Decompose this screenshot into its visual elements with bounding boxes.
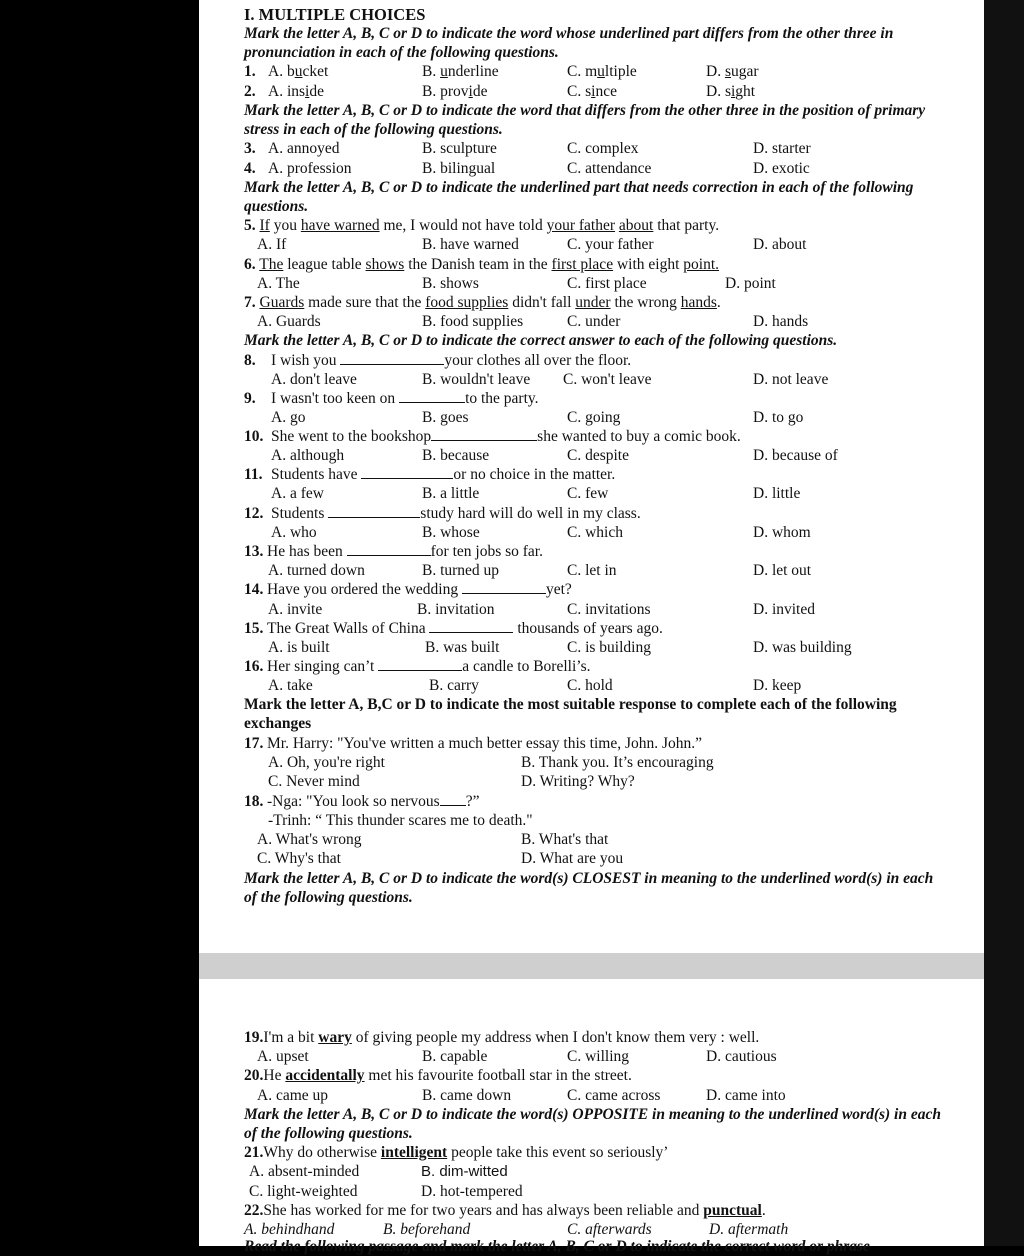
option-b[interactable]: B. What's that	[521, 831, 609, 848]
question-stem-reply: -Trinh: “ This thunder scares me to death."	[268, 812, 533, 829]
option-a[interactable]: A. take	[268, 677, 313, 694]
question-number: 9.	[244, 390, 256, 407]
option-a[interactable]: A. although	[271, 447, 345, 464]
question-number: 3.	[244, 140, 256, 157]
option-d[interactable]: D. let out	[753, 562, 812, 579]
option-b[interactable]: B. whose	[422, 524, 480, 541]
option-d[interactable]: D. about	[753, 236, 807, 253]
question-stem: 21.Why do otherwise intelligent people take this event so seriously’	[244, 1144, 669, 1161]
option-d[interactable]: D. came into	[706, 1087, 786, 1104]
option-a[interactable]: A. What's wrong	[257, 831, 362, 848]
page-gap	[199, 953, 984, 979]
question-stem: 22.She has worked for me for two years and has always been reliable and punctual.	[244, 1202, 766, 1219]
option-b[interactable]: B. food supplies	[422, 313, 524, 330]
question-stem: Students have or no choice in the matter.	[271, 466, 616, 483]
option-c[interactable]: C. Why's that	[257, 850, 341, 867]
option-a[interactable]: A. upset	[257, 1048, 309, 1065]
section-title: I. MULTIPLE CHOICES	[244, 5, 426, 24]
question-number: 11.	[244, 466, 263, 483]
question-stem: She went to the bookshop she wanted to buy a comic book.	[271, 428, 741, 445]
option-d[interactable]: D. was building	[753, 639, 852, 656]
option-d[interactable]: D. not leave	[753, 371, 829, 388]
option-c[interactable]: C. won't leave	[563, 371, 652, 388]
option-c[interactable]: C. light-weighted	[249, 1183, 358, 1200]
option-b[interactable]: B. was built	[425, 639, 500, 656]
instruction-closest: Mark the letter A, B, C or D to indicate the word(s) CLOSEST in meaning to the underlined word(s) in each of the following questions.	[244, 870, 934, 906]
option-b[interactable]: B. dim-witted	[421, 1163, 508, 1180]
option-a[interactable]: A. don't leave	[271, 371, 357, 388]
instruction-stress: Mark the letter A, B, C or D to indicate the word that differs from the other three in the position of primary stress in each of the following questions.	[244, 102, 926, 138]
question-number: 14.	[244, 581, 264, 598]
question-number: 17.	[244, 735, 264, 752]
option-c[interactable]: C. attendance	[567, 160, 652, 177]
question-stem: 20.He accidentally met his favourite football star in the street.	[244, 1067, 632, 1084]
option-d[interactable]: D. sugar	[706, 63, 759, 80]
question-number: 18.	[244, 793, 264, 810]
option-c[interactable]: C. your father	[567, 236, 654, 253]
question-number: 8.	[244, 352, 256, 369]
option-c[interactable]: C. hold	[567, 677, 613, 694]
option-a[interactable]: A. go	[271, 409, 306, 426]
option-b[interactable]: B. carry	[429, 677, 479, 694]
instruction-response: Mark the letter A, B,C or D to indicate the most suitable response to complete each of the following exchanges	[244, 696, 897, 732]
option-c[interactable]: C. since	[567, 83, 617, 100]
option-b[interactable]: B. Thank you. It’s encouraging	[521, 754, 714, 771]
option-d[interactable]: D. sight	[706, 83, 756, 100]
option-b[interactable]: B. wouldn't leave	[422, 371, 531, 388]
question-stem: 19.I'm a bit wary of giving people my address when I don't know them very : well.	[244, 1029, 760, 1046]
option-b[interactable]: B. bilingual	[422, 160, 496, 177]
option-d[interactable]: D. What are you	[521, 850, 624, 867]
option-a[interactable]: A. annoyed	[268, 140, 340, 157]
viewer-edge	[984, 0, 1024, 1246]
option-c[interactable]: C. invitations	[567, 601, 651, 618]
question-number: 1.	[244, 63, 256, 80]
option-c[interactable]: C. came across	[567, 1087, 661, 1104]
option-c[interactable]: C. few	[567, 485, 609, 502]
option-d[interactable]: D. exotic	[753, 160, 810, 177]
question-number: 12.	[244, 505, 264, 522]
option-d[interactable]: D. to go	[753, 409, 804, 426]
option-c[interactable]: C. willing	[567, 1048, 630, 1065]
option-c[interactable]: C. which	[567, 524, 623, 541]
question-stem: I wish you your clothes all over the floor.	[271, 352, 632, 369]
question-number: 13.	[244, 543, 264, 560]
option-b[interactable]: B. shows	[422, 275, 479, 292]
option-a[interactable]: A. absent-minded	[249, 1163, 360, 1180]
question-number: 4.	[244, 160, 256, 177]
option-d[interactable]: D. little	[753, 485, 801, 502]
option-b[interactable]: B. because	[422, 447, 490, 464]
option-c[interactable]: C. multiple	[567, 63, 637, 80]
option-a[interactable]: A. Guards	[257, 313, 321, 330]
option-d[interactable]: D. hands	[753, 313, 809, 330]
question-stem: I wasn't too keen on to the party.	[271, 390, 539, 407]
option-d[interactable]: D. hot-tempered	[421, 1183, 523, 1200]
option-b[interactable]: B. goes	[422, 409, 469, 426]
option-c[interactable]: C. Never mind	[268, 773, 360, 790]
option-c[interactable]: C. under	[567, 313, 621, 330]
question-stem: 6. The league table shows the Danish team in the first place with eight point.	[244, 256, 720, 273]
instruction-correct-answer: Mark the letter A, B, C or D to indicate the correct answer to each of the following questions.	[244, 332, 838, 349]
option-d[interactable]: D. cautious	[706, 1048, 777, 1065]
option-b[interactable]: B. turned up	[422, 562, 500, 579]
option-d[interactable]: D. point	[725, 275, 776, 292]
question-stem: He has been for ten jobs so far.	[267, 543, 543, 560]
option-a[interactable]: A. came up	[257, 1087, 329, 1104]
option-c[interactable]: C. is building	[567, 639, 651, 656]
option-d[interactable]: D. invited	[753, 601, 815, 618]
instruction-opposite: Mark the letter A, B, C or D to indicate the word(s) OPPOSITE in meaning to the underlined word(s) in each of the following questions.	[244, 1106, 941, 1142]
option-a[interactable]: A. Oh, you're right	[268, 754, 385, 771]
option-d[interactable]: D. keep	[753, 677, 802, 694]
option-a[interactable]: A. The	[257, 275, 300, 292]
option-b[interactable]: B. provide	[422, 83, 488, 100]
option-a[interactable]: A. If	[257, 236, 287, 253]
instruction-pronunciation: Mark the letter A, B, C or D to indicate the word whose underlined part differs from the other three in pronunciation in each of the following questions.	[244, 25, 894, 61]
option-a[interactable]: A. is built	[268, 639, 330, 656]
question-stem: 5. If you have warned me, I would not have told your father about that party.	[244, 217, 720, 234]
option-c[interactable]: C. despite	[567, 447, 629, 464]
question-number: 10.	[244, 428, 264, 445]
option-c[interactable]: C. going	[567, 409, 621, 426]
question-number: 16.	[244, 658, 264, 675]
option-a[interactable]: A. bucket	[268, 63, 329, 80]
question-stem: 7. Guards made sure that the food supplies didn't fall under the wrong hands.	[244, 294, 721, 311]
option-c[interactable]: C. first place	[567, 275, 647, 292]
document-page-2	[199, 979, 984, 1255]
question-number: 15.	[244, 620, 264, 637]
option-b[interactable]: B. a little	[422, 485, 480, 502]
question-stem: Mr. Harry: "You've written a much better essay this time, John. John.”	[267, 735, 703, 752]
option-a[interactable]: A. a few	[271, 485, 324, 502]
option-b[interactable]: B. have warned	[422, 236, 519, 253]
option-b[interactable]: B. beforehand	[383, 1221, 471, 1238]
option-d[interactable]: D. aftermath	[709, 1221, 789, 1238]
option-c[interactable]: C. let in	[567, 562, 617, 579]
cut-off-instruction: Read the following passage and mark the letter A, B, C or D to indicate the correct word or phrase	[244, 1238, 870, 1255]
option-a[interactable]: A. profession	[268, 160, 352, 177]
option-b[interactable]: B. sculpture	[422, 140, 497, 157]
option-a[interactable]: A. who	[271, 524, 317, 541]
question-number: 2.	[244, 83, 256, 100]
question-stem: The Great Walls of China thousands of years ago.	[267, 620, 663, 637]
option-a[interactable]: A. turned down	[268, 562, 365, 579]
option-d[interactable]: D. because of	[753, 447, 838, 464]
option-d[interactable]: D. Writing? Why?	[521, 773, 635, 790]
option-b[interactable]: B. capable	[422, 1048, 488, 1065]
question-stem: -Nga: "You look so nervous ?”	[267, 793, 480, 810]
instruction-correction: Mark the letter A, B, C or D to indicate the underlined part that needs correction in each of the following questions.	[244, 179, 914, 215]
option-b[interactable]: B. came down	[422, 1087, 512, 1104]
option-b[interactable]: B. invitation	[417, 601, 495, 618]
option-c[interactable]: C. complex	[567, 140, 639, 157]
question-stem: Have you ordered the wedding yet?	[267, 581, 572, 598]
question-stem: Students study hard will do well in my class.	[271, 505, 641, 522]
option-d[interactable]: D. starter	[753, 140, 811, 157]
option-a[interactable]: A. behindhand	[244, 1221, 335, 1238]
option-a[interactable]: A. inside	[268, 83, 324, 100]
option-a[interactable]: A. invite	[268, 601, 323, 618]
option-c[interactable]: C. afterwards	[567, 1221, 652, 1238]
option-d[interactable]: D. whom	[753, 524, 811, 541]
question-stem: Her singing can’t a candle to Borelli’s.	[267, 658, 591, 675]
option-b[interactable]: B. underline	[422, 63, 499, 80]
document-page-1	[199, 0, 984, 953]
